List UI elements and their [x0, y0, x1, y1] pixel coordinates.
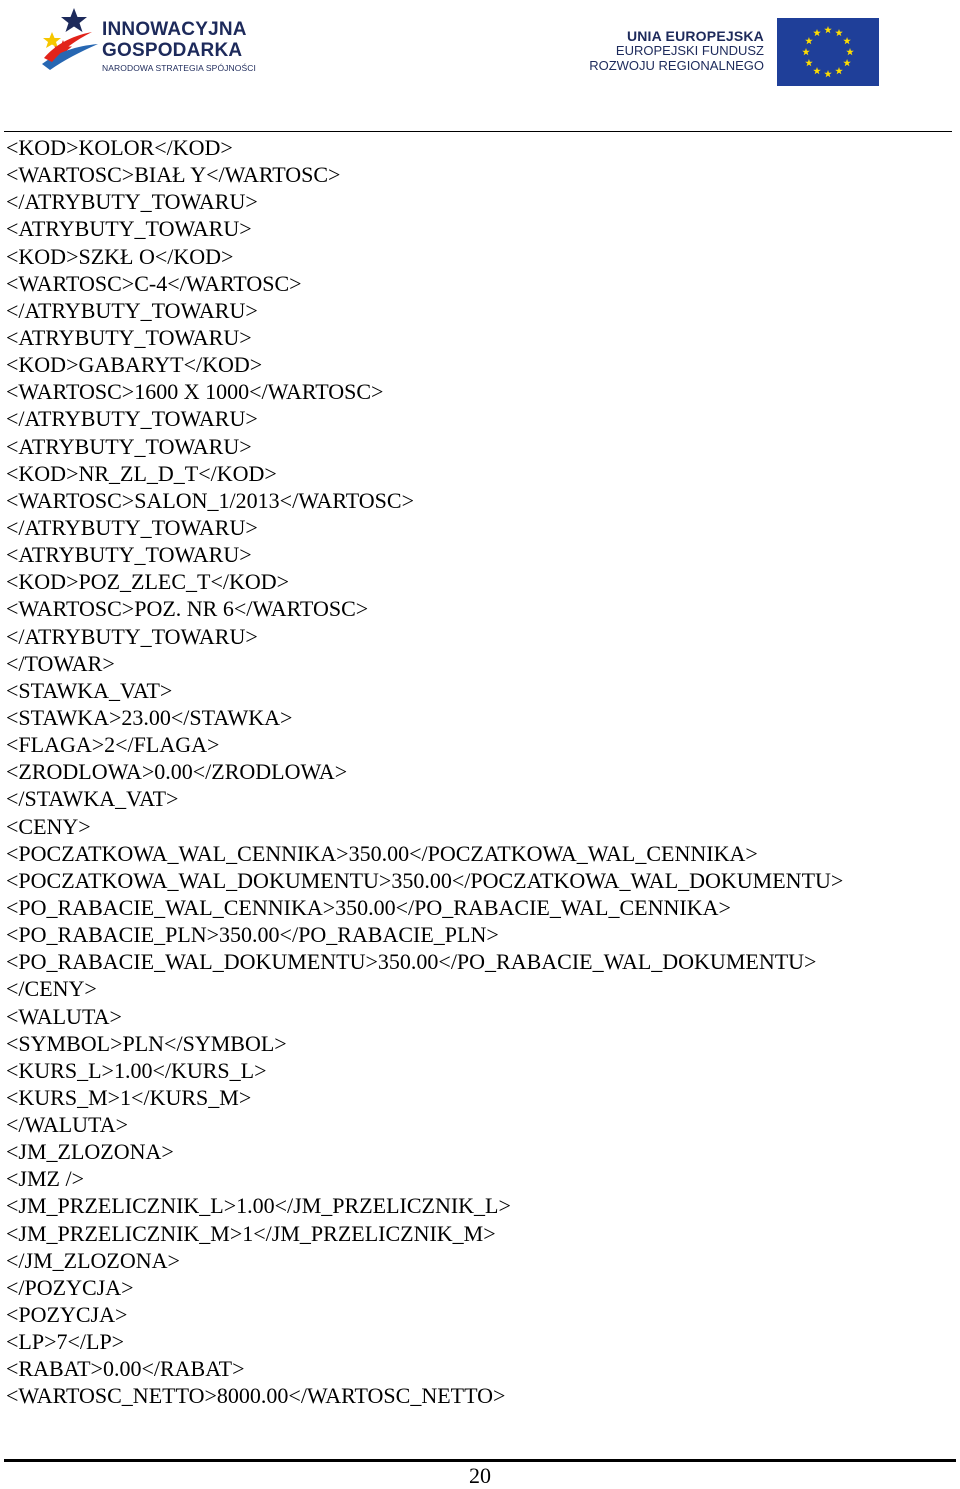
xml-line: <LP>7</LP>	[6, 1329, 125, 1355]
logo-line-2: GOSPODARKA	[102, 40, 243, 61]
star-swoosh-logo-icon	[40, 6, 100, 72]
xml-line: <WARTOSC_NETTO>8000.00</WARTOSC_NETTO>	[6, 1383, 506, 1409]
xml-line: <WARTOSC>C-4</WARTOSC>	[6, 270, 302, 296]
xml-line: <ATRYBUTY_TOWARU>	[6, 542, 252, 568]
xml-line: <PO_RABACIE_PLN>350.00</PO_RABACIE_PLN>	[6, 922, 499, 948]
xml-line: <WARTOSC>POZ. NR 6</WARTOSC>	[6, 596, 369, 622]
xml-content	[6, 134, 843, 1410]
xml-line: </CENY>	[6, 976, 97, 1002]
innowacyjna-gospodarka-logo-text	[102, 20, 256, 73]
logo-line-3: NARODOWA STRATEGIA SPÓJNOŚCI	[102, 63, 256, 73]
xml-line: <JM_PRZELICZNIK_M>1</JM_PRZELICZNIK_M>	[6, 1220, 496, 1246]
page-header	[0, 0, 960, 100]
xml-line: </ATRYBUTY_TOWARU>	[6, 406, 258, 432]
xml-line: <KURS_L>1.00</KURS_L>	[6, 1057, 267, 1083]
page-number: 20	[469, 1463, 491, 1488]
xml-line: <STAWKA_VAT>	[6, 677, 173, 703]
xml-line: <PO_RABACIE_WAL_CENNIKA>350.00</PO_RABACIE_WAL_CENNIKA>	[6, 894, 731, 920]
xml-line: </WALUTA>	[6, 1112, 129, 1138]
xml-line: <WARTOSC>1600 X 1000</WARTOSC>	[6, 379, 384, 405]
eu-line-3: ROZWOJU REGIONALNEGO	[589, 58, 764, 74]
eu-line-1: UNIA EUROPEJSKA	[626, 28, 764, 44]
xml-line: <STAWKA>23.00</STAWKA>	[6, 704, 293, 730]
xml-line: <KOD>SZKŁ O</KOD>	[6, 243, 234, 269]
xml-line: <RABAT>0.00</RABAT>	[6, 1356, 245, 1382]
xml-line: <KOD>GABARYT</KOD>	[6, 352, 263, 378]
xml-line: <PO_RABACIE_WAL_DOKUMENTU>350.00</PO_RABACIE_WAL_DOKUMENTU>	[6, 949, 817, 975]
xml-line: <WARTOSC>SALON_1/2013</WARTOSC>	[6, 487, 414, 513]
xml-line: </STAWKA_VAT>	[6, 786, 179, 812]
footer-divider	[4, 1459, 956, 1462]
xml-line: <WALUTA>	[6, 1003, 122, 1029]
xml-line: <KURS_M>1</KURS_M>	[6, 1084, 252, 1110]
xml-line: </ATRYBUTY_TOWARU>	[6, 297, 258, 323]
xml-line: <SYMBOL>PLN</SYMBOL>	[6, 1030, 287, 1056]
xml-line: <POCZATKOWA_WAL_CENNIKA>350.00</POCZATKOWA_WAL_CENNIKA>	[6, 840, 758, 866]
xml-line: <ZRODLOWA>0.00</ZRODLOWA>	[6, 759, 348, 785]
header-divider	[4, 131, 952, 132]
xml-line: <CENY>	[6, 813, 91, 839]
xml-line: <POCZATKOWA_WAL_DOKUMENTU>350.00</POCZATKOWA_WAL_DOKUMENTU>	[6, 867, 844, 893]
xml-line: <KOD>KOLOR</KOD>	[6, 135, 233, 160]
xml-line: <POZYCJA>	[6, 1302, 128, 1328]
eu-fund-logo-text	[589, 28, 764, 74]
xml-line: <WARTOSC>BIAŁ Y</WARTOSC>	[6, 162, 341, 188]
xml-line: </JM_ZLOZONA>	[6, 1247, 180, 1273]
xml-line: <KOD>NR_ZL_D_T</KOD>	[6, 460, 277, 486]
xml-line: <ATRYBUTY_TOWARU>	[6, 216, 252, 242]
xml-line: </ATRYBUTY_TOWARU>	[6, 189, 258, 215]
logo-line-1: INNOWACYJNA	[102, 19, 247, 40]
xml-line: </ATRYBUTY_TOWARU>	[6, 514, 258, 540]
xml-line: </ATRYBUTY_TOWARU>	[6, 623, 258, 649]
xml-line: <JMZ />	[6, 1166, 84, 1192]
xml-line: <ATRYBUTY_TOWARU>	[6, 433, 252, 459]
xml-line: </TOWAR>	[6, 650, 115, 676]
xml-line: <ATRYBUTY_TOWARU>	[6, 324, 252, 350]
xml-line: </POZYCJA>	[6, 1274, 134, 1300]
xml-line: <FLAGA>2</FLAGA>	[6, 732, 220, 758]
xml-line: <JM_ZLOZONA>	[6, 1139, 174, 1165]
eu-flag-icon	[777, 18, 879, 86]
eu-line-2: EUROPEJSKI FUNDUSZ	[615, 43, 764, 59]
xml-line: <JM_PRZELICZNIK_L>1.00</JM_PRZELICZNIK_L>	[6, 1193, 511, 1219]
xml-line: <KOD>POZ_ZLEC_T</KOD>	[6, 569, 290, 595]
